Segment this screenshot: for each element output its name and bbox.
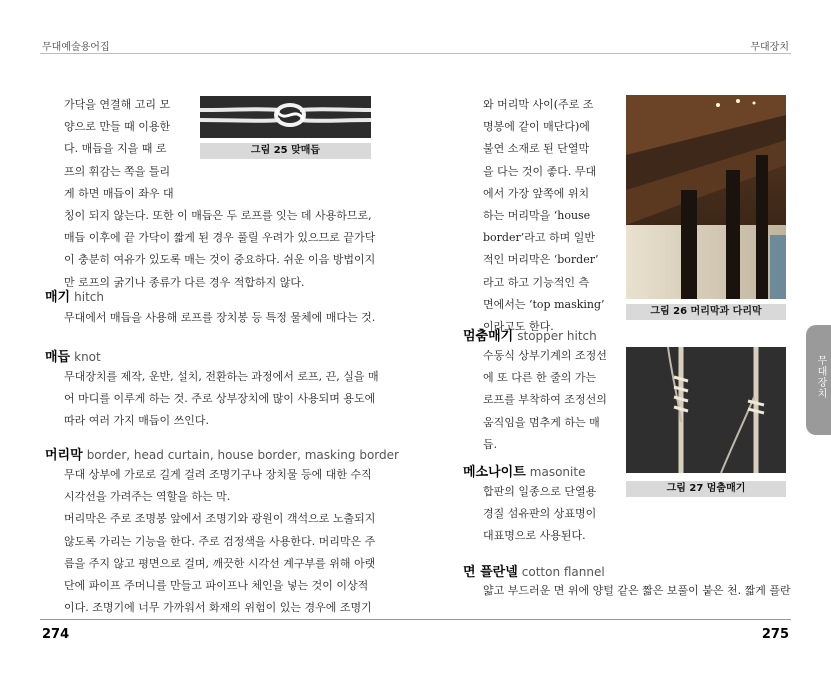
text-line: 무대장치를 제작, 운반, 설치, 전환하는 과정에서 로프, 끈, 실을 매 — [64, 370, 379, 383]
text-line: 름을 주지 않고 평면으로 걸며, 깨끗한 시각선 계구부를 위해 아랫 — [64, 556, 376, 570]
entry-term-en: cotton flannel — [521, 565, 605, 579]
figure-26-image — [626, 95, 786, 299]
figure-25-caption: 그림 25 맞매듭 — [200, 143, 371, 159]
text-line: 대표명으로 사용된다. — [483, 529, 586, 543]
text-line: 이라고도 한다. — [483, 320, 554, 334]
border-continued — [483, 94, 613, 338]
text-line: 에 또 다른 한 줄의 가는 — [483, 371, 597, 385]
text-line: border’라고 하며 일반 — [483, 231, 595, 245]
entry-body-border — [64, 464, 375, 619]
section-side-tab — [806, 325, 831, 435]
entry-term-ko: 멈춤매기 — [463, 329, 514, 344]
text-line: 시각선을 가려주는 역할을 하는 막. — [64, 490, 231, 504]
figure-27-image — [626, 347, 786, 473]
text-line: 와 머리막 사이(주로 조 — [483, 98, 594, 111]
text-line: 따라 여러 가지 매듭이 쓰인다. — [64, 414, 209, 428]
text-line: 무대에서 매듭을 사용해 로프를 장치봉 등 특정 물체에 매다는 것. — [64, 311, 376, 324]
text-line: 이다. 조명기에 너무 가까워서 화재의 위험이 있는 경우에 조명기 — [64, 601, 372, 615]
left-intro-wrapped — [64, 94, 188, 205]
text-line: 면에서는 ‘top masking’ — [483, 297, 605, 311]
text-line: 움직임을 멈추게 하는 매 — [483, 415, 600, 429]
text-line: 라고 하고 기능적인 측 — [483, 275, 590, 289]
entry-title-hitch — [45, 287, 104, 308]
entry-body-knot — [64, 366, 379, 433]
text-line: 칭이 되지 않는다. 또한 이 매듭은 두 로프를 잇는 데 사용하므로, — [64, 209, 372, 222]
entry-term-en: stopper hitch — [517, 329, 597, 343]
entry-body-hitch — [64, 307, 375, 329]
entry-body-cotton-flannel — [483, 580, 791, 602]
entry-term-en: border, head curtain, house border, masking border — [86, 448, 399, 462]
text-line: 만 로프의 굵기나 종류가 다른 경우 적합하지 않다. — [64, 275, 305, 289]
text-line: 로프를 부착하여 조정선의 — [483, 393, 607, 407]
entry-title-masonite — [463, 462, 585, 483]
entry-title-stopper-hitch — [463, 326, 597, 347]
text-line: 단에 파이프 주머니를 만들고 파이프나 체인을 넣는 것이 이상적 — [64, 579, 369, 593]
text-line: 다. 매듭을 지을 때 로 — [64, 142, 167, 156]
footer-rule — [40, 619, 791, 620]
text-line: 프의 휘감는 쪽을 틀리 — [64, 164, 171, 178]
text-line: 을 다는 것이 좋다. 무대 — [483, 164, 597, 178]
text-line: 무대 상부에 가로로 길게 걸려 조명기구나 장치물 등에 대한 수직 — [64, 468, 372, 481]
entry-term-ko: 면 플란넬 — [463, 565, 518, 580]
entry-body-masonite — [483, 481, 613, 548]
text-line: 양으로 만들 때 이용한 — [64, 120, 171, 134]
left-intro-full — [64, 205, 375, 294]
figure-27-caption: 그림 27 멈춤매기 — [626, 481, 786, 497]
entry-term-ko: 매기 — [45, 290, 71, 305]
entry-body-stopper-hitch — [483, 345, 613, 456]
text-line: 머리막은 주로 조명봉 앞에서 조명기와 광원이 객석으로 노출되지 — [64, 512, 376, 526]
text-line: 어 마디를 이루게 하는 것. 주로 상부장치에 많이 사용되며 용도에 — [64, 392, 376, 406]
running-header-left: 무대예술용어집 — [42, 42, 110, 53]
entry-term-ko: 매듭 — [45, 350, 71, 365]
text-line: 경질 섬유판의 상표명이 — [483, 507, 597, 521]
page-number-left: 274 — [42, 627, 70, 642]
entry-title-knot — [45, 347, 101, 368]
text-line: 이 충분히 여유가 있도록 매는 것이 중요하다. 쉬운 이음 방법이지 — [64, 253, 376, 267]
text-line: 않도록 가리는 기능을 한다. 주로 검정색을 사용한다. 머리막은 주 — [64, 534, 376, 548]
text-line: 수동식 상부기계의 조정선 — [483, 349, 607, 362]
running-header-right: 무대장치 — [750, 42, 789, 53]
entry-term-ko: 머리막 — [45, 448, 83, 463]
entry-term-en: masonite — [529, 465, 586, 479]
text-line: 불연 소재로 된 단열막 — [483, 142, 590, 156]
text-line: 얇고 부드러운 면 위에 양털 같은 짧은 보풀이 붙은 천. 짧게 플란 — [483, 584, 791, 597]
entry-term-en: knot — [74, 350, 101, 364]
text-line: 매듭 이후에 끝 가닥이 짧게 된 경우 풀릴 우려가 있으므로 끝가닥 — [64, 231, 376, 245]
text-line: 에서 가장 앞쪽에 위치 — [483, 186, 590, 200]
entry-title-border — [45, 445, 399, 466]
header-rule — [40, 53, 791, 54]
text-line: 하는 머리막을 ‘house — [483, 209, 591, 223]
entry-term-en: hitch — [74, 290, 104, 304]
entry-term-ko: 메소나이트 — [463, 465, 526, 480]
text-line: 듭. — [483, 437, 498, 451]
section-side-tab-label: 무대장치 — [815, 355, 826, 399]
text-line: 명봉에 같이 매단다)에 — [483, 120, 590, 134]
figure-26-caption: 그림 26 머리막과 다리막 — [626, 304, 786, 320]
text-line: 합판의 일종으로 단열용 — [483, 485, 597, 498]
page-number-right: 275 — [761, 627, 789, 642]
text-line: 적인 머리막은 ‘border’ — [483, 253, 599, 267]
text-line: 가닥을 연결해 고리 모 — [64, 98, 171, 111]
text-line: 게 하면 매듭이 좌우 대 — [64, 186, 174, 200]
figure-25-image — [200, 96, 371, 138]
